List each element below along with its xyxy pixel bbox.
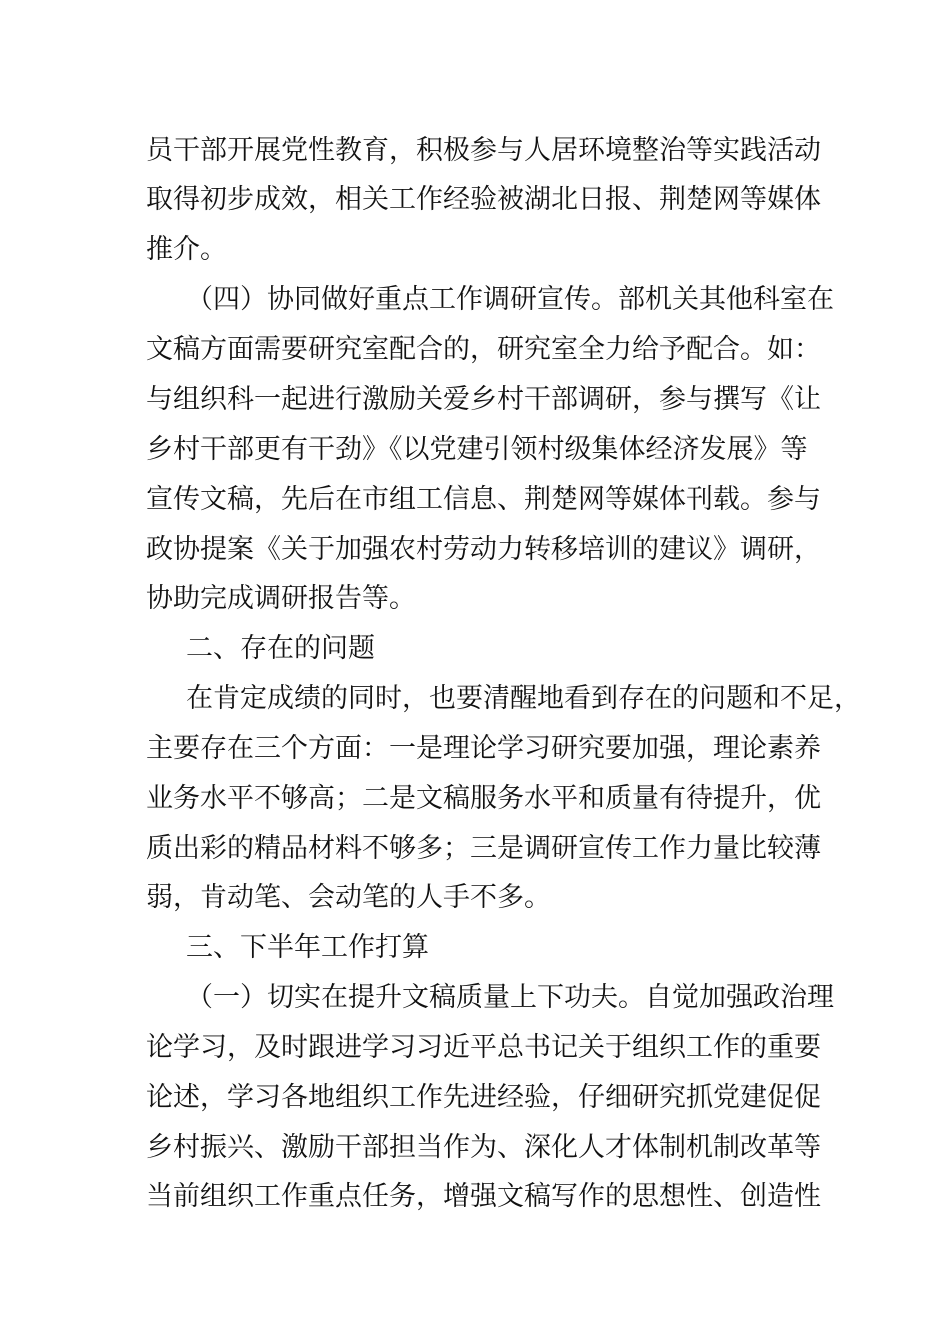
text-line: 主要存在三个方面：一是理论学习研究要加强，理论素养 xyxy=(146,733,821,764)
text-line: 员干部开展党性教育，积极参与人居环境整治等实践活动 xyxy=(146,135,821,166)
text-line: 文稿方面需要研究室配合的，研究室全力给予配合。如： xyxy=(146,334,821,365)
text-line: 推介。 xyxy=(146,234,227,265)
text-line: 乡村振兴、激励干部担当作为、深化人才体制机制改革等 xyxy=(146,1132,821,1163)
section-heading-problems: 二、存在的问题 xyxy=(186,633,375,664)
text-line: 在肯定成绩的同时，也要清醒地看到存在的问题和不足， xyxy=(186,683,861,714)
text-line: 乡村干部更有干劲》《以党建引领村级集体经济发展》等 xyxy=(146,434,808,465)
text-line: 论学习，及时跟进学习习近平总书记关于组织工作的重要 xyxy=(146,1032,821,1063)
section-heading-one: （一）切实在提升文稿质量上下功夫。自觉加强政治理 xyxy=(186,982,834,1013)
text-line: 论述，学习各地组织工作先进经验，仔细研究抓党建促促 xyxy=(146,1082,821,1113)
text-line: 当前组织工作重点任务，增强文稿写作的思想性、创造性 xyxy=(146,1181,821,1212)
section-heading-plans: 三、下半年工作打算 xyxy=(186,932,429,963)
text-line: 宣传文稿，先后在市组工信息、荆楚网等媒体刊载。参与 xyxy=(146,484,821,515)
text-line: 弱，肯动笔、会动笔的人手不多。 xyxy=(146,882,551,913)
text-line: 取得初步成效，相关工作经验被湖北日报、荆楚网等媒体 xyxy=(146,184,821,215)
text-line: 质出彩的精品材料不够多；三是调研宣传工作力量比较薄 xyxy=(146,833,821,864)
text-line: 协助完成调研报告等。 xyxy=(146,583,416,614)
text-line: 业务水平不够高；二是文稿服务水平和质量有待提升，优 xyxy=(146,783,821,814)
text-line: 与组织科一起进行激励关爱乡村干部调研，参与撰写《让 xyxy=(146,384,821,415)
section-heading-four: （四）协同做好重点工作调研宣传。部机关其他科室在 xyxy=(186,284,834,315)
text-line: 政协提案《关于加强农村劳动力转移培训的建议》调研， xyxy=(146,534,821,565)
